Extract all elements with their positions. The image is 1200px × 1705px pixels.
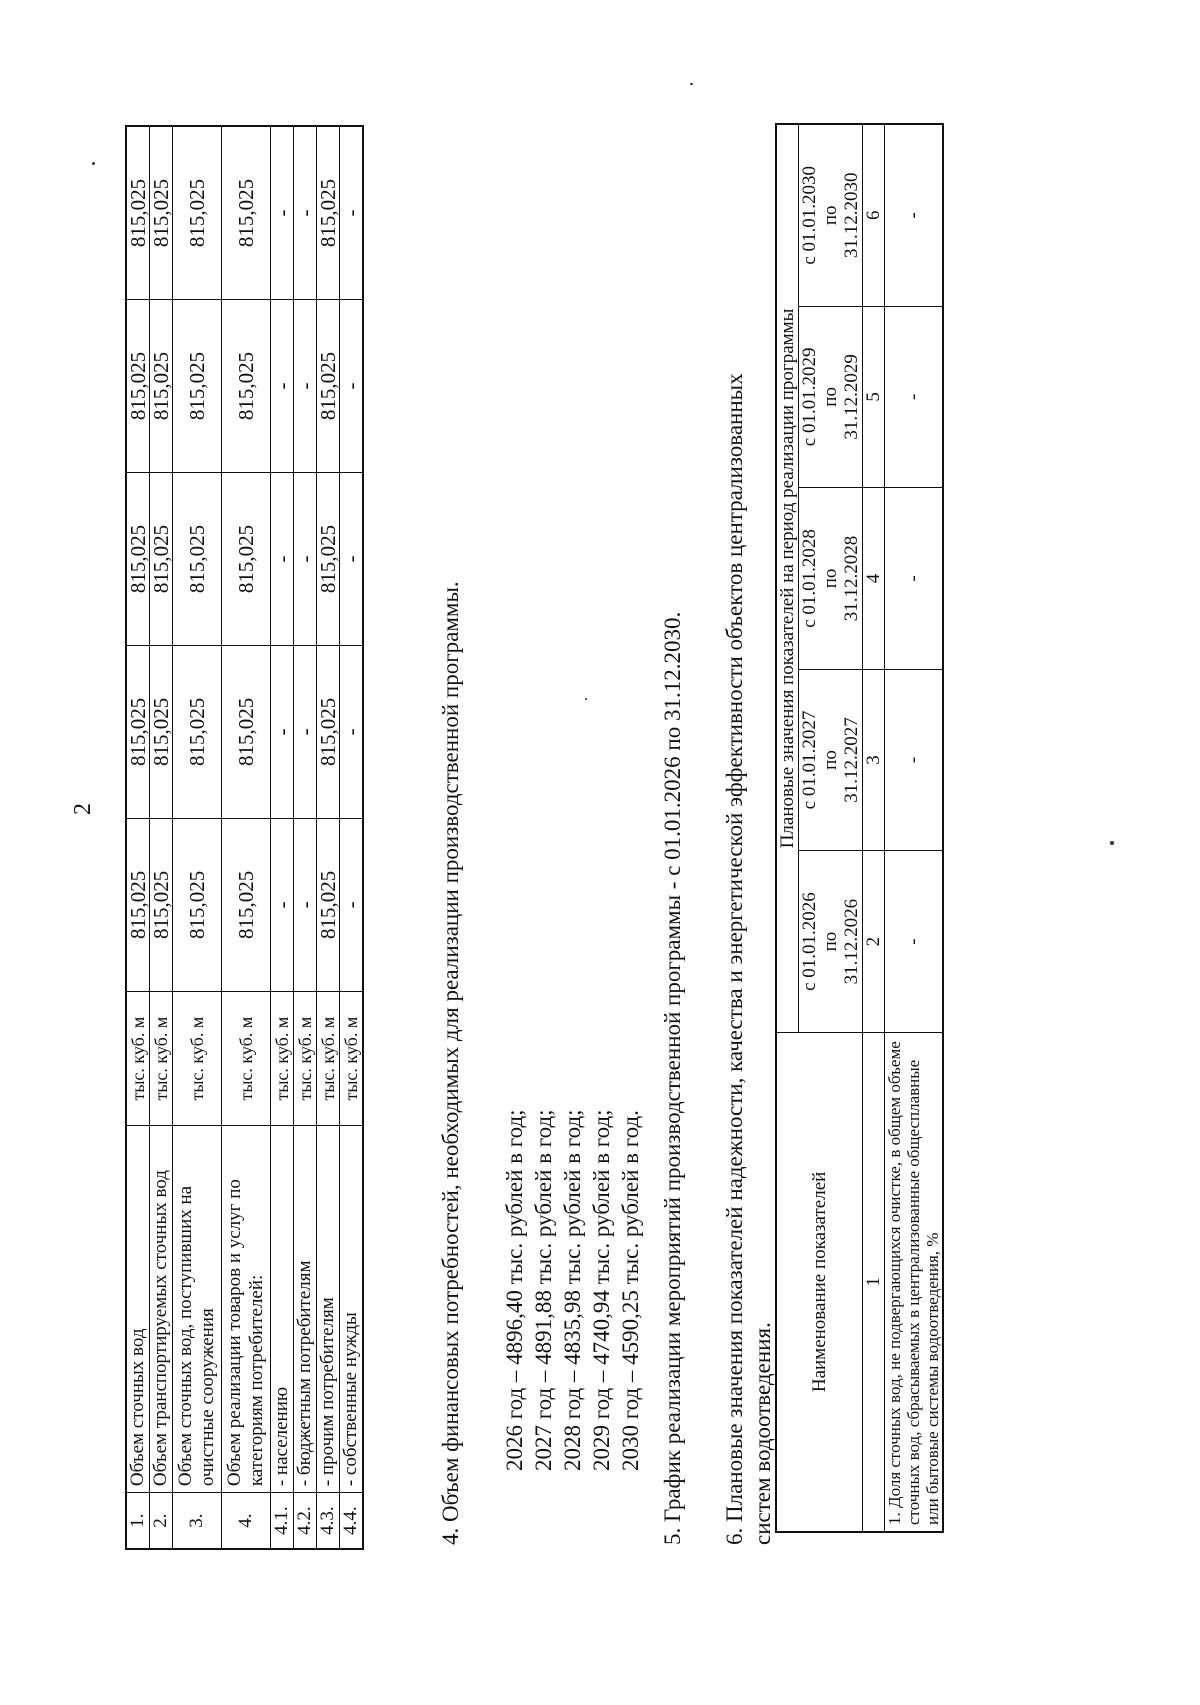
row-value: 815,025 <box>317 300 340 473</box>
row-value: 815,025 <box>173 473 222 646</box>
row-value: - <box>294 300 317 473</box>
table-row <box>271 126 294 1549</box>
table-row <box>294 126 317 1549</box>
period-header <box>799 306 863 488</box>
column-number: 3 <box>863 669 885 851</box>
row-value: 815,025 <box>173 126 222 300</box>
column-number-row <box>863 124 885 1532</box>
row-value: - <box>271 300 294 473</box>
column-number: 2 <box>863 851 885 1033</box>
scan-speck <box>1110 841 1114 845</box>
row-value: 815,025 <box>173 300 222 473</box>
row-number: 4.4. <box>340 1493 364 1549</box>
scan-speck <box>92 162 95 165</box>
row-value: 815,025 <box>173 818 222 991</box>
volume-table <box>125 125 364 1550</box>
row-value: - <box>340 645 364 818</box>
list-item: 2030 год – 4590,25 тыс. рублей в год. <box>618 1110 643 1471</box>
row-unit: тыс. куб. м <box>294 991 317 1126</box>
row-unit: тыс. куб. м <box>126 991 150 1126</box>
finance-list <box>500 1109 645 1471</box>
row-name: Объем сточных вод, поступивших на очистные сооружения <box>173 1126 222 1493</box>
period-by: по <box>820 387 841 407</box>
row-number: 4.1. <box>271 1493 294 1549</box>
period-to: 31.12.2028 <box>841 535 862 622</box>
indicator-value: - <box>885 851 944 1033</box>
row-name: - собственные нужды <box>340 1126 364 1493</box>
period-from: с 01.01.2026 <box>799 892 820 991</box>
list-item: 2028 год – 4835,98 тыс. рублей в год; <box>560 1109 585 1471</box>
table-row <box>126 126 150 1549</box>
column-header-name: Наименование показателей <box>776 1032 863 1532</box>
row-value: 815,025 <box>126 645 150 818</box>
list-item: 2026 год – 4896,40 тыс. рублей в год; <box>502 1109 527 1471</box>
row-value: 815,025 <box>126 126 150 300</box>
column-number: 6 <box>863 124 885 306</box>
row-value: 815,025 <box>317 126 340 300</box>
period-to: 31.12.2030 <box>841 172 862 259</box>
row-value: - <box>340 473 364 646</box>
row-unit: тыс. куб. м <box>150 991 173 1126</box>
row-value: 815,025 <box>150 300 173 473</box>
row-value: - <box>294 473 317 646</box>
period-to: 31.12.2026 <box>841 898 862 985</box>
row-value: 815,025 <box>317 645 340 818</box>
row-number: 4.2. <box>294 1493 317 1549</box>
row-value: 815,025 <box>150 645 173 818</box>
row-value: - <box>294 645 317 818</box>
section-4-heading: 4. Объем финансовых потребностей, необходимых для реализации производственной программы. <box>438 581 463 1545</box>
table-header-row <box>776 124 799 1532</box>
row-number: 3. <box>173 1493 222 1549</box>
row-value: 815,025 <box>150 126 173 300</box>
indicator-value: - <box>885 124 944 306</box>
section-6-heading: 6. Плановые значения показателей надежности, качества и энергетической эффективности объектов централизованных <box>722 373 747 1545</box>
period-header <box>799 488 863 670</box>
row-value: - <box>294 126 317 300</box>
row-value: - <box>340 300 364 473</box>
list-item: 2029 год – 4740,94 тыс. рублей в год; <box>589 1109 614 1471</box>
row-name: Объем сточных вод <box>126 1126 150 1493</box>
period-from: с 01.01.2028 <box>799 529 820 628</box>
table-row <box>317 126 340 1549</box>
period-from: с 01.01.2030 <box>799 165 820 265</box>
row-value: 815,025 <box>126 818 150 991</box>
table-row <box>173 126 222 1549</box>
row-unit: тыс. куб. м <box>173 991 222 1126</box>
row-value: 815,025 <box>222 300 271 473</box>
row-value: 815,025 <box>317 818 340 991</box>
period-header <box>799 669 863 851</box>
row-name: Объем транспортируемых сточных вод <box>150 1126 173 1493</box>
row-value: 815,025 <box>150 818 173 991</box>
row-value: - <box>271 645 294 818</box>
row-number: 1. <box>126 1493 150 1549</box>
row-value: 815,025 <box>222 645 271 818</box>
row-value: - <box>294 818 317 991</box>
row-name: Объем реализации товаров и услуг по категориям потребителей: <box>222 1126 271 1493</box>
period-to: 31.12.2029 <box>841 354 862 440</box>
row-unit: тыс. куб. м <box>340 991 364 1126</box>
row-value: 815,025 <box>126 473 150 646</box>
period-by: по <box>820 205 841 226</box>
row-value: 815,025 <box>173 645 222 818</box>
row-number: 2. <box>150 1493 173 1549</box>
row-value: 815,025 <box>150 473 173 646</box>
scan-speck <box>690 83 693 85</box>
page-number: 2 <box>70 803 96 815</box>
scan-speck <box>585 698 587 700</box>
indicator-name: 1. Доля сточных вод, не подвергающихся очистке, в общем объеме сточных вод, сбрасываемых в централизованные общесплавные или бытовые системы водоотведения, % <box>885 1032 944 1532</box>
row-unit: тыс. куб. м <box>222 991 271 1126</box>
row-name: - населению <box>271 1126 294 1493</box>
period-by: по <box>820 931 841 952</box>
row-value: - <box>271 473 294 646</box>
column-number: 1 <box>863 1032 885 1532</box>
row-value: 815,025 <box>222 818 271 991</box>
table-row <box>340 126 364 1549</box>
table-row <box>885 124 944 1532</box>
row-name: - прочим потребителям <box>317 1126 340 1493</box>
indicators-table <box>775 123 944 1533</box>
row-value: - <box>271 818 294 991</box>
period-by: по <box>820 568 841 589</box>
row-value: - <box>271 126 294 300</box>
table-row <box>222 126 271 1549</box>
column-group-header: Плановые значения показателей на период реализации программы <box>776 124 799 1032</box>
column-number: 5 <box>863 306 885 488</box>
row-value: 815,025 <box>317 473 340 646</box>
section-5-heading: 5. График реализации мероприятий производственной программы - с 01.01.2026 по 31.12.2030. <box>660 611 685 1545</box>
row-value: - <box>340 818 364 991</box>
list-item: 2027 год – 4891,88 тыс. рублей в год; <box>531 1109 556 1471</box>
row-value: 815,025 <box>126 300 150 473</box>
period-to: 31.12.2027 <box>841 717 862 803</box>
period-from: с 01.01.2027 <box>799 710 820 810</box>
indicator-value: - <box>885 488 944 670</box>
row-unit: тыс. куб. м <box>317 991 340 1126</box>
column-number: 4 <box>863 488 885 670</box>
period-from: с 01.01.2029 <box>799 347 820 447</box>
period-by: по <box>820 750 841 770</box>
row-value: 815,025 <box>222 473 271 646</box>
table-row <box>150 126 173 1549</box>
indicator-value: - <box>885 306 944 488</box>
row-unit: тыс. куб. м <box>271 991 294 1126</box>
row-name: - бюджетным потребителям <box>294 1126 317 1493</box>
period-header <box>799 851 863 1033</box>
period-header <box>799 124 863 306</box>
row-value: 815,025 <box>222 126 271 300</box>
row-number: 4.3. <box>317 1493 340 1549</box>
section-6-heading-continued: систем водоотведения. <box>750 1322 775 1545</box>
row-value: - <box>340 126 364 300</box>
indicator-value: - <box>885 669 944 851</box>
row-number: 4. <box>222 1493 271 1549</box>
